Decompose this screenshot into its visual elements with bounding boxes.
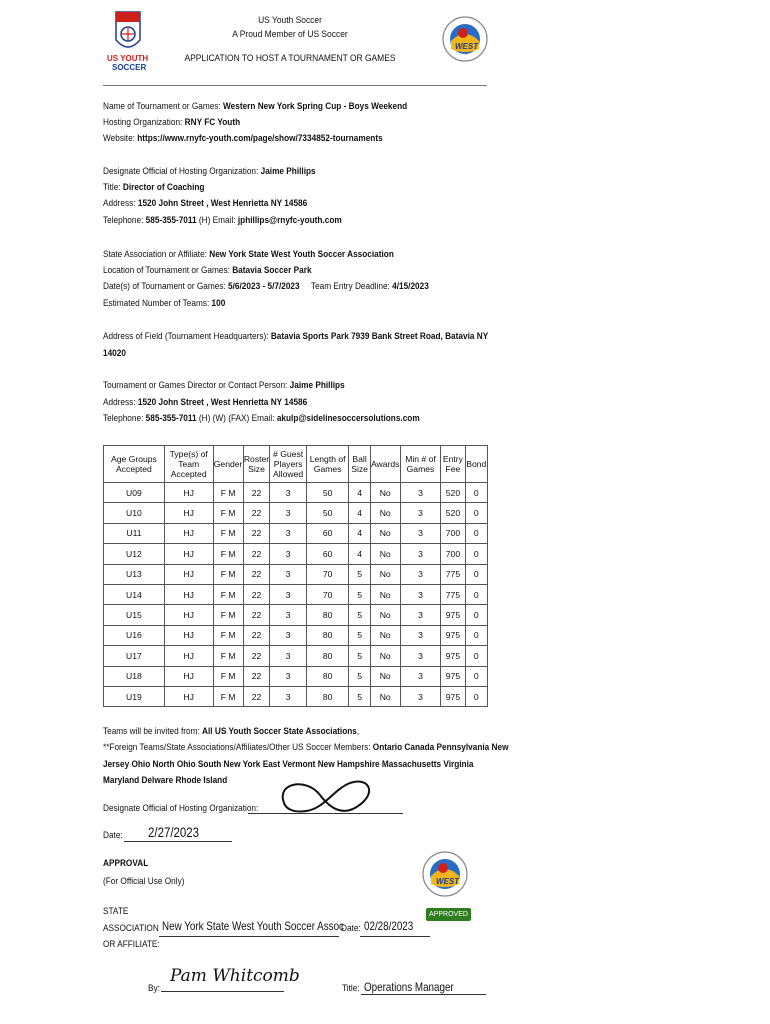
- column-header-text: # Guest: [273, 449, 304, 459]
- table-cell: 3: [400, 686, 441, 706]
- table-cell: F M: [213, 523, 243, 543]
- table-cell: U19: [104, 686, 165, 706]
- table-cell: 0: [465, 625, 487, 645]
- table-cell: 4: [349, 544, 370, 564]
- association-label: State Association or Affiliate:: [103, 249, 207, 260]
- official-phone-suffix: (H) Email:: [198, 215, 236, 226]
- title-value: Operations Manager: [364, 980, 454, 994]
- table-cell: 0: [465, 646, 487, 666]
- table-cell: 80: [306, 605, 349, 625]
- table-cell: 3: [400, 666, 441, 686]
- state-value: New York State West Youth Soccer Assoc: [162, 919, 344, 933]
- form-title: APPLICATION TO HOST A TOURNAMENT OR GAMES: [184, 53, 396, 64]
- table-cell: 70: [306, 564, 349, 584]
- logo-text-top: US YOUTH: [107, 54, 149, 63]
- column-header-text: Fee: [445, 464, 461, 474]
- official-title: Director of Coaching: [122, 182, 205, 193]
- table-cell: 5: [349, 584, 370, 604]
- table-cell: 3: [270, 686, 307, 706]
- table-cell: 975: [441, 625, 465, 645]
- date-label: Date:: [103, 830, 123, 841]
- state-label-text-3: OR AFFILIATE:: [103, 939, 160, 950]
- director-phone-label: Telephone:: [103, 413, 144, 424]
- table-row: [104, 523, 488, 543]
- table-row: [104, 605, 488, 625]
- column-header: [243, 446, 270, 483]
- table-cell: 22: [243, 503, 270, 523]
- table-cell: 3: [400, 564, 441, 584]
- table-cell: 5: [349, 605, 370, 625]
- table-cell: 975: [441, 686, 465, 706]
- location-value: Batavia Soccer Park: [232, 265, 312, 276]
- field-label: Address of Field (Tournament Headquarters):: [103, 331, 269, 342]
- table-cell: 3: [400, 646, 441, 666]
- table-cell: 3: [270, 646, 307, 666]
- table-cell: 22: [243, 584, 270, 604]
- table-cell: 5: [349, 564, 370, 584]
- by-label: By:: [148, 983, 160, 994]
- ny-west-logo-text: WEST: [455, 42, 479, 51]
- director-name: Jaime Phillips: [289, 380, 345, 391]
- deadline-value: 4/15/2023: [392, 281, 429, 292]
- title-label: Title:: [342, 983, 360, 994]
- table-cell: 60: [306, 523, 349, 543]
- column-header: [213, 446, 243, 483]
- date2-underline: [360, 936, 430, 937]
- table-cell: F M: [213, 503, 243, 523]
- official-signature: [276, 773, 386, 822]
- director-line: [103, 380, 345, 391]
- table-cell: HJ: [164, 483, 213, 503]
- dates-label: Date(s) of Tournament or Games:: [103, 281, 226, 292]
- table-cell: 520: [441, 483, 465, 503]
- column-header-text: Length of: [309, 454, 346, 464]
- table-row: [104, 646, 488, 666]
- table-cell: 3: [270, 523, 307, 543]
- host-value: RNY FC Youth: [184, 117, 241, 128]
- table-cell: HJ: [164, 646, 213, 666]
- table-cell: No: [370, 584, 400, 604]
- date-value: 2/27/2023: [148, 824, 200, 840]
- table-row: [104, 503, 488, 523]
- table-cell: 22: [243, 686, 270, 706]
- title-underline: [361, 994, 486, 995]
- state-label-2: [103, 923, 159, 934]
- table-cell: No: [370, 686, 400, 706]
- table-cell: No: [370, 646, 400, 666]
- official-label: Designate Official of Hosting Organization:: [103, 166, 259, 177]
- table-cell: 0: [465, 605, 487, 625]
- table-cell: 22: [243, 605, 270, 625]
- column-header: [349, 446, 370, 483]
- column-header-text: Allowed: [273, 469, 304, 479]
- official-address-label: Address:: [103, 198, 136, 209]
- website-line: [103, 133, 383, 144]
- table-cell: No: [370, 544, 400, 564]
- dates-value: 5/6/2023 - 5/7/2023: [228, 281, 300, 292]
- table-cell: 50: [306, 483, 349, 503]
- tournament-name: Western New York Spring Cup - Boys Weekend: [223, 101, 408, 112]
- table-cell: U13: [104, 564, 165, 584]
- table-cell: 22: [243, 564, 270, 584]
- table-cell: F M: [213, 625, 243, 645]
- table-cell: F M: [213, 646, 243, 666]
- column-header: [270, 446, 307, 483]
- by-underline: [161, 991, 284, 992]
- table-cell: No: [370, 503, 400, 523]
- foreign-line-1: [103, 742, 509, 753]
- column-header-text: Type(s) of: [169, 449, 208, 459]
- field-value-1: Batavia Sports Park 7939 Bank Street Road, Batavia NY: [270, 331, 489, 342]
- table-cell: U11: [104, 523, 165, 543]
- foreign-value-1: Ontario Canada Pennsylvania New: [372, 742, 509, 753]
- field-value-2: 14020: [103, 348, 126, 359]
- table-cell: 4: [349, 523, 370, 543]
- table-cell: 3: [400, 625, 441, 645]
- approved-badge: [426, 908, 471, 921]
- teams-line: [103, 298, 225, 309]
- column-header-text: Awards: [370, 459, 400, 469]
- column-header: [465, 446, 487, 483]
- website-label: Website:: [103, 133, 135, 144]
- table-cell: 22: [243, 625, 270, 645]
- official-phone-line: [103, 215, 342, 226]
- official-address: 1520 John Street , West Henrietta NY 14586: [137, 198, 308, 209]
- state-label-text-1: STATE: [103, 906, 129, 917]
- table-cell: U10: [104, 503, 165, 523]
- table-cell: U12: [104, 544, 165, 564]
- table-cell: 975: [441, 605, 465, 625]
- approval-heading-line: [103, 858, 148, 869]
- association-value: New York State West Youth Soccer Association: [209, 249, 394, 260]
- table-cell: 80: [306, 625, 349, 645]
- teams-label: Estimated Number of Teams:: [103, 298, 210, 309]
- table-cell: 3: [400, 523, 441, 543]
- official-email[interactable]: jphillips@rnyfc-youth.com: [237, 215, 342, 226]
- table-cell: 22: [243, 523, 270, 543]
- table-cell: No: [370, 625, 400, 645]
- state-label-3: [103, 939, 160, 950]
- table-cell: 3: [270, 584, 307, 604]
- table-cell: U09: [104, 483, 165, 503]
- table-cell: F M: [213, 483, 243, 503]
- by-signature: Pam Whitcomb: [170, 966, 300, 986]
- column-header-text: Games: [406, 464, 435, 474]
- official-use-note: (For Official Use Only): [103, 876, 185, 887]
- table-cell: 5: [349, 666, 370, 686]
- column-header-text: Team: [178, 459, 200, 469]
- table-cell: F M: [213, 544, 243, 564]
- table-cell: 80: [306, 686, 349, 706]
- table-cell: 3: [400, 605, 441, 625]
- approval-heading: APPROVAL: [103, 858, 149, 869]
- table-cell: 5: [349, 646, 370, 666]
- table-row: [104, 686, 488, 706]
- table-cell: 775: [441, 584, 465, 604]
- director-address: 1520 John Street , West Henrietta NY 14586: [137, 397, 308, 408]
- teams-value: 100: [211, 298, 226, 309]
- table-cell: 0: [465, 503, 487, 523]
- column-header-text: Size: [351, 464, 368, 474]
- host-label: Hosting Organization:: [103, 117, 183, 128]
- column-header: [164, 446, 213, 483]
- date2-label: Date:: [341, 923, 361, 934]
- table-cell: 3: [400, 544, 441, 564]
- table-row: [104, 483, 488, 503]
- column-header-text: Bond: [466, 459, 487, 469]
- website-link[interactable]: https://www.rnyfc-youth.com/page/show/7334852-tournaments: [137, 133, 383, 144]
- table-cell: 3: [270, 564, 307, 584]
- table-cell: 3: [270, 666, 307, 686]
- invite-comma: ,: [356, 726, 360, 737]
- table-cell: 3: [400, 483, 441, 503]
- table-cell: 0: [465, 483, 487, 503]
- table-cell: 4: [349, 483, 370, 503]
- foreign-value-2: Jersey Ohio North Ohio South New York East Vermont New Hampshire Massachusetts Virginia: [103, 759, 474, 770]
- signature-official-line: [103, 803, 258, 814]
- column-header-text: Accepted: [170, 469, 207, 479]
- table-cell: 80: [306, 646, 349, 666]
- official-use-line: [103, 876, 184, 887]
- table-cell: HJ: [164, 564, 213, 584]
- column-header-text: Age Groups: [110, 454, 157, 464]
- table-cell: No: [370, 564, 400, 584]
- org-title: US Youth Soccer: [258, 15, 322, 26]
- table-cell: F M: [213, 666, 243, 686]
- table-cell: F M: [213, 686, 243, 706]
- column-header-text: Ball: [352, 454, 367, 464]
- table-cell: 50: [306, 503, 349, 523]
- table-cell: No: [370, 483, 400, 503]
- approved-badge-text: APPROVED: [429, 911, 468, 918]
- table-row: [104, 666, 488, 686]
- table-row: [104, 544, 488, 564]
- table-cell: F M: [213, 564, 243, 584]
- logo-text-bottom: SOCCER: [112, 63, 147, 72]
- column-header-text: Entry: [442, 454, 463, 464]
- table-cell: No: [370, 605, 400, 625]
- table-cell: 3: [270, 503, 307, 523]
- signature-official-label: Designate Official of Hosting Organization:: [103, 803, 259, 814]
- column-header-text: Gender: [213, 459, 243, 469]
- invite-value: All US Youth Soccer State Associations: [202, 726, 357, 737]
- header-divider: [103, 85, 487, 86]
- table-cell: HJ: [164, 666, 213, 686]
- table-cell: 0: [465, 544, 487, 564]
- director-phone: 585-355-7011: [145, 413, 197, 424]
- official-phone-label: Telephone:: [103, 215, 144, 226]
- table-cell: 975: [441, 666, 465, 686]
- table-cell: 0: [465, 584, 487, 604]
- column-header-text: Roster: [243, 454, 270, 464]
- table-cell: 5: [349, 625, 370, 645]
- table-cell: U14: [104, 584, 165, 604]
- official-title-line: [103, 182, 204, 193]
- table-row: [104, 584, 488, 604]
- age-group-table: [103, 445, 488, 707]
- table-cell: F M: [213, 605, 243, 625]
- tournament-name-line: [103, 101, 407, 112]
- table-cell: HJ: [164, 544, 213, 564]
- director-label: Tournament or Games Director or Contact Person:: [103, 380, 288, 391]
- column-header: [400, 446, 441, 483]
- table-cell: HJ: [164, 584, 213, 604]
- table-cell: 0: [465, 666, 487, 686]
- table-cell: 3: [270, 544, 307, 564]
- table-cell: HJ: [164, 605, 213, 625]
- director-phone-line: [103, 413, 420, 424]
- host-line: [103, 117, 240, 128]
- foreign-line-2: [103, 759, 473, 770]
- table-cell: HJ: [164, 503, 213, 523]
- table-cell: 70: [306, 584, 349, 604]
- column-header: [306, 446, 349, 483]
- official-phone: 585-355-7011: [145, 215, 197, 226]
- table-cell: 3: [270, 605, 307, 625]
- column-header: [441, 446, 465, 483]
- field-line: [103, 331, 488, 342]
- table-cell: 0: [465, 686, 487, 706]
- table-cell: 0: [465, 564, 487, 584]
- foreign-line-3: [103, 775, 227, 786]
- date-underline: [124, 841, 232, 842]
- table-row: [104, 564, 488, 584]
- column-header-text: Size: [248, 464, 265, 474]
- column-header-text: Accepted: [116, 464, 152, 474]
- us-youth-soccer-logo: [108, 10, 148, 72]
- table-cell: 22: [243, 483, 270, 503]
- table-cell: HJ: [164, 625, 213, 645]
- table-cell: 3: [270, 625, 307, 645]
- table-cell: U15: [104, 605, 165, 625]
- table-cell: 22: [243, 646, 270, 666]
- column-header: [370, 446, 400, 483]
- table-cell: 775: [441, 564, 465, 584]
- table-cell: 3: [400, 503, 441, 523]
- table-cell: 60: [306, 544, 349, 564]
- official-name: Jaime Phillips: [260, 166, 316, 177]
- column-header: [104, 446, 165, 483]
- state-underline: [159, 936, 339, 937]
- state-label-1: [103, 906, 128, 917]
- date-line: [103, 830, 123, 841]
- table-header-row: [104, 446, 488, 483]
- official-line: [103, 166, 316, 177]
- foreign-label: **Foreign Teams/State Associations/Affiliates/Other US Soccer Members:: [103, 742, 371, 753]
- table-cell: 0: [465, 523, 487, 543]
- location-line: [103, 265, 312, 276]
- deadline-label: Team Entry Deadline:: [310, 281, 390, 292]
- table-cell: 5: [349, 686, 370, 706]
- foreign-value-3: Maryland Delware Rhode Island: [103, 775, 228, 786]
- director-address-label: Address:: [103, 397, 136, 408]
- table-cell: 22: [243, 544, 270, 564]
- table-cell: 975: [441, 646, 465, 666]
- table-cell: U16: [104, 625, 165, 645]
- field-line-2: [103, 348, 126, 359]
- association-line: [103, 249, 394, 260]
- column-header-text: Games: [313, 464, 342, 474]
- table-cell: 22: [243, 666, 270, 686]
- table-cell: U17: [104, 646, 165, 666]
- table-cell: 80: [306, 666, 349, 686]
- table-cell: HJ: [164, 686, 213, 706]
- location-label: Location of Tournament or Games:: [103, 265, 230, 276]
- official-address-line: [103, 198, 307, 209]
- member-subtitle: A Proud Member of US Soccer: [232, 29, 348, 40]
- table-cell: No: [370, 523, 400, 543]
- director-address-line: [103, 397, 307, 408]
- table-cell: 3: [270, 483, 307, 503]
- table-cell: HJ: [164, 523, 213, 543]
- column-header-text: Players: [273, 459, 303, 469]
- table-cell: U18: [104, 666, 165, 686]
- table-cell: 700: [441, 544, 465, 564]
- ny-west-logo: [441, 11, 489, 69]
- official-title-label: Title:: [103, 182, 121, 193]
- table-cell: No: [370, 666, 400, 686]
- table-cell: 700: [441, 523, 465, 543]
- date2-value: 02/28/2023: [364, 919, 414, 933]
- table-cell: F M: [213, 584, 243, 604]
- director-phone-suffix: (H) (W) (FAX) Email:: [198, 413, 275, 424]
- column-header-text: Min # of: [405, 454, 436, 464]
- state-label-text-2: ASSOCIATION: [103, 923, 159, 934]
- invite-label: Teams will be invited from:: [103, 726, 200, 737]
- director-email[interactable]: akulp@sidelinesoccersolutions.com: [276, 413, 420, 424]
- table-cell: 4: [349, 503, 370, 523]
- tournament-name-label: Name of Tournament or Games:: [103, 101, 221, 112]
- dates-line: [103, 281, 429, 292]
- table-cell: 3: [400, 584, 441, 604]
- table-row: [104, 625, 488, 645]
- approval-stamp-logo: [420, 844, 470, 904]
- approval-stamp-text: WEST: [436, 877, 460, 886]
- invite-line: [103, 726, 359, 737]
- table-cell: 520: [441, 503, 465, 523]
